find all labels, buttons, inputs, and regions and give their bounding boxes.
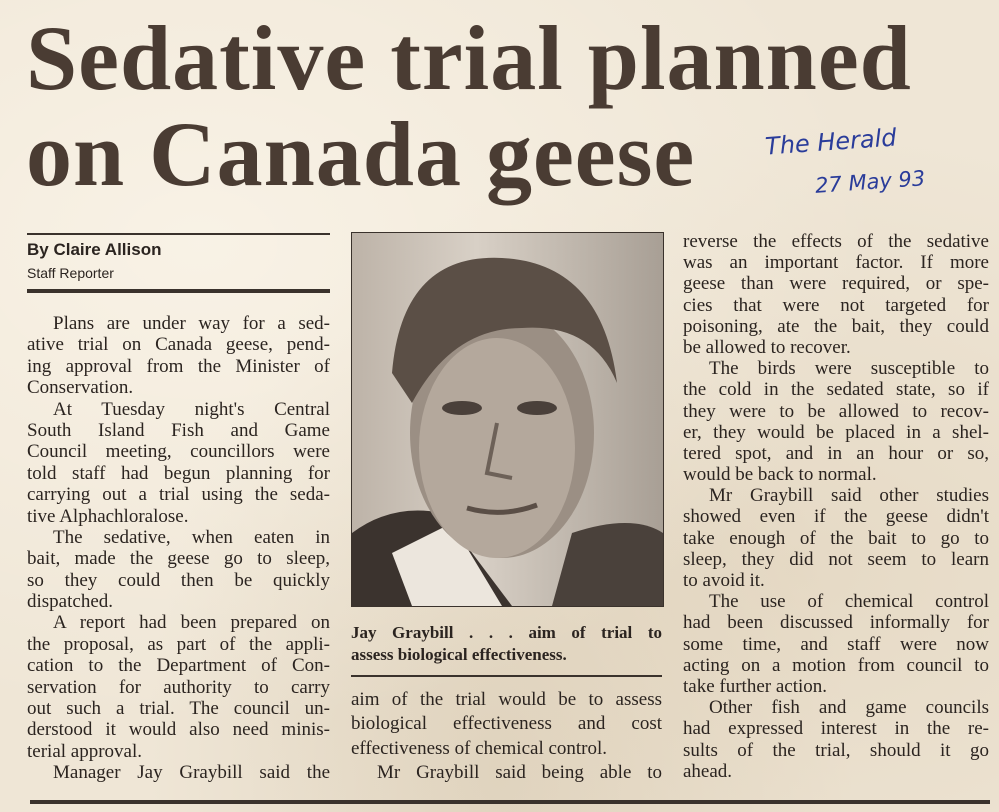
article-text-line: carrying out a trial using the seda- [27, 484, 330, 506]
column-1 [27, 313, 330, 784]
article-text-line: servation for authority to carry [27, 676, 330, 698]
article-text-line: bait, made the geese go to sleep, [27, 548, 330, 570]
article-text-line: The sedative, when eaten in [53, 526, 330, 548]
headline-line-1: Sedative trial planned [26, 7, 912, 109]
article-text-line: out such a trial. The council un- [27, 698, 330, 720]
article-text-line: poisoning, ate the bait, they could [683, 315, 989, 337]
article-text-line: the proposal, as part of the appli- [27, 633, 330, 655]
article-text-line: A report had been prepared on [53, 612, 330, 634]
article-text-line: had been discussed informally for [683, 612, 989, 634]
article-text-line: take further action. [683, 675, 828, 697]
article-text-line: Other fish and game councils [709, 697, 989, 719]
caption-line: Jay Graybill . . . aim of trial to [351, 623, 662, 642]
article-text-line: was an important factor. If more [683, 252, 989, 274]
article-text-line: ative trial on Canada geese, pend- [27, 334, 330, 356]
article-text-line: be allowed to recover. [683, 336, 851, 358]
article-text-line: so they could then be quickly [27, 569, 330, 591]
article-text-line: to avoid it. [683, 570, 765, 591]
article-text-line: tered spot, and in an hour or so, [683, 442, 989, 464]
handwritten-date: 27 May 93 [814, 166, 926, 198]
bottom-rule [30, 800, 990, 804]
photo-caption [351, 622, 662, 666]
article-text-line: sleep, they did not seem to learn [683, 548, 989, 570]
article-text-line: dispatched. [27, 591, 114, 613]
byline-rule [27, 289, 330, 293]
article-text-line: derstood it would also need minis- [27, 719, 330, 741]
article-text-line: Council meeting, councillors were [27, 441, 330, 463]
article-text-line: cation to the Department of Con- [27, 655, 330, 677]
article-text-line: some time, and staff were now [683, 633, 989, 655]
article-text-line: aim of the trial would be to assess [351, 689, 662, 710]
article-text-line: er, they would be placed in a shel- [683, 421, 989, 443]
article-text-line: effectiveness of chemical control. [351, 737, 608, 759]
article-text-line: acting on a motion from council to [683, 654, 989, 676]
caption-rule [351, 675, 662, 677]
article-text-line: ing approval from the Minister of [27, 355, 330, 377]
article-text-line: showed even if the geese didn't [683, 506, 989, 528]
article-text-line: take enough of the bait to go to [683, 527, 989, 549]
article-text-line: Conservation. [27, 377, 134, 399]
article-text-line: they were to be allowed to recov- [683, 400, 989, 422]
column-2 [351, 688, 662, 785]
byline-name: By Claire Allison [27, 240, 162, 259]
article-text-line: At Tuesday night's Central [53, 398, 330, 420]
top-rule [27, 233, 330, 235]
article-text-line: biological effectiveness and cost [351, 713, 662, 735]
column-3 [683, 231, 989, 782]
article-text-line: ahead. [683, 760, 733, 782]
article-text-line: Manager Jay Graybill said the [53, 762, 330, 784]
byline-role: Staff Reporter [27, 265, 114, 281]
article-text-line: told staff had begun planning for [27, 462, 330, 484]
portrait-photo [351, 232, 664, 607]
article-text-line: The use of chemical control [709, 591, 989, 613]
article-text-line: terial approval. [27, 740, 143, 762]
article-text-line: had expressed interest in the re- [683, 718, 989, 740]
article-text-line: cies that were not targeted for [683, 294, 989, 316]
article-text-line: would be back to normal. [683, 464, 877, 486]
caption-line: assess biological effectiveness. [351, 645, 567, 664]
portrait-image [352, 233, 663, 606]
headline-line-2: on Canada geese [26, 103, 696, 205]
article-text-line: Mr Graybill said being able to [377, 761, 662, 783]
handwritten-source: The Herald [764, 123, 898, 161]
article-text-line: the cold in the sedated state, so if [683, 379, 989, 401]
article-text-line: South Island Fish and Game [27, 419, 330, 441]
article-text-line: reverse the effects of the sedative [683, 231, 989, 252]
article-text-line: Mr Graybill said other studies [709, 485, 989, 507]
article-text-line: Plans are under way for a sed- [53, 313, 330, 334]
article-text-line: geese than were required, or spe- [683, 273, 989, 295]
article-text-line: tive Alphachloralose. [27, 505, 189, 527]
article-text-line: The birds were susceptible to [709, 358, 989, 380]
article-text-line: sults of the trial, should it go [683, 739, 989, 761]
